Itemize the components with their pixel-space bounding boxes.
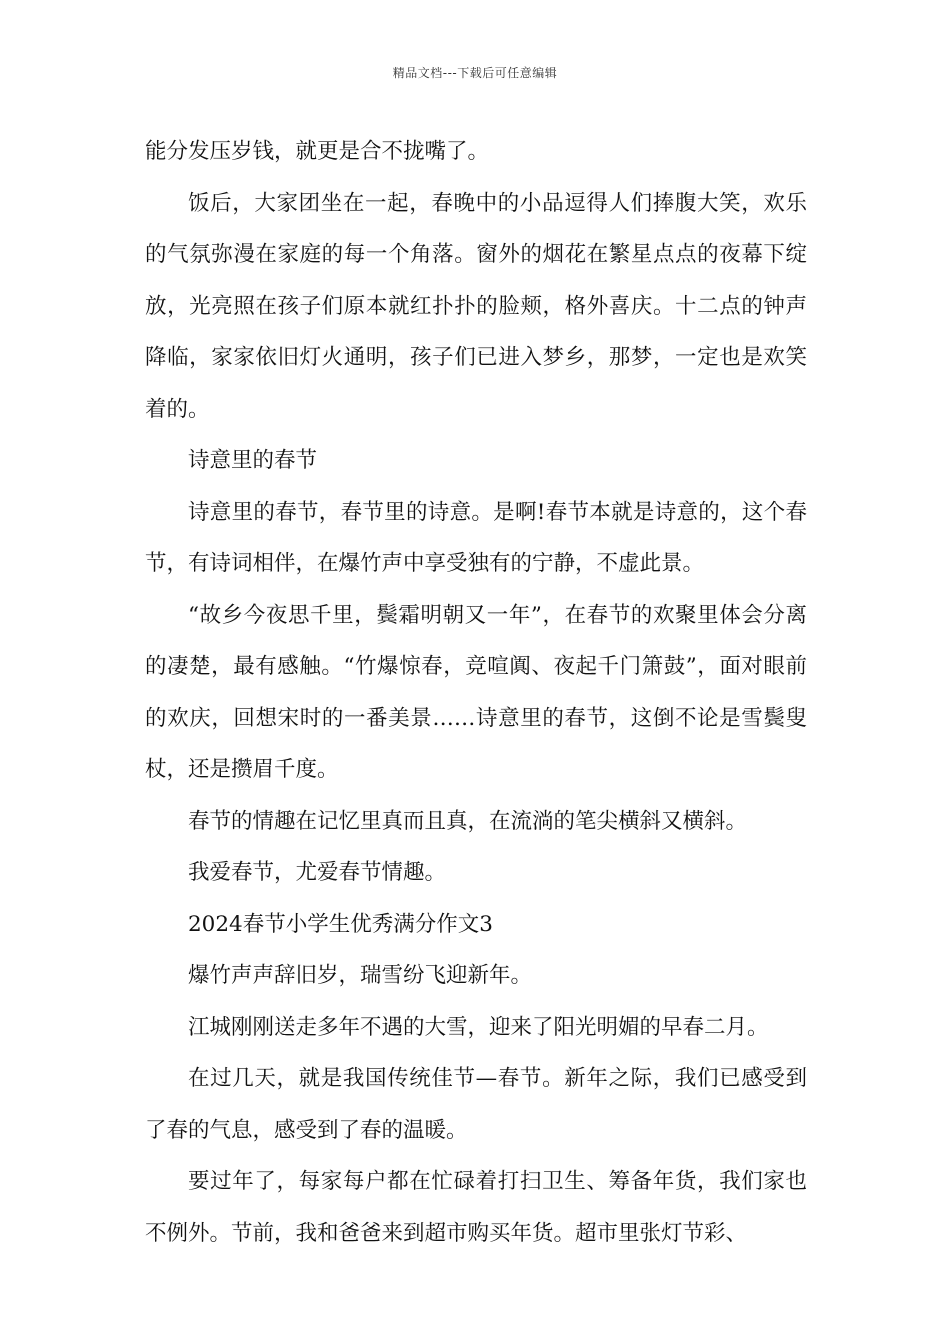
paragraph-12: 要过年了，每家每户都在忙碌着打扫卫生、筹备年货，我们家也不例外。节前，我和爸爸来到超市购买年货。超市里张灯节彩、 [145, 1169, 807, 1246]
paragraph-1: 能分发压岁钱，就更是合不拢嘴了。 [145, 139, 490, 164]
page-header: 精品文档---下载后可任意编辑 [392, 66, 558, 80]
paragraph-2: 饭后，大家团坐在一起，春晚中的小品逗得人们捧腹大笑，欢乐的气氛弥漫在家庭的每一个角落。窗外的烟花在繁星点点的夜幕下绽放，光亮照在孩子们原本就红扑扑的脸颊，格外喜庆。十二点的钟声降临，家家依旧灯火通明，孩子们已进入梦乡，那梦，一定也是欢笑着的。 [145, 190, 807, 422]
paragraph-6: 春节的情趣在记忆里真而且真，在流淌的笔尖横斜又横斜。 [188, 808, 748, 834]
paragraph-9: 爆竹声声辞旧岁，瑞雪纷飞迎新年。 [188, 963, 533, 988]
paragraph-4: 诗意里的春节，春节里的诗意。是啊!春节本就是诗意的，这个春节，有诗词相伴，在爆竹声中享受独有的宁静，不虚此景。 [145, 499, 807, 576]
paragraph-10: 江城刚刚送走多年不遇的大雪，迎来了阳光明媚的早春二月。 [188, 1014, 769, 1040]
paragraph-7: 我爱春节，尤爱春节情趣。 [188, 860, 447, 885]
document-body [145, 126, 807, 1259]
essay-title-3: 2024春节小学生优秀满分作文3 [188, 911, 493, 937]
section-title-poetic-spring-festival: 诗意里的春节 [188, 448, 318, 473]
paragraph-5: “故乡今夜思千里，鬓霜明朝又一年”，在春节的欢聚里体会分离的凄楚，最有感触。“竹爆惊春，竞喧阗、夜起千门箫鼓”，面对眼前的欢庆，回想宋时的一番美景……诗意里的春节，这倒不论是雪鬓叟杖，还是攒眉千度。 [145, 602, 807, 782]
paragraph-11: 在过几天，就是我国传统佳节—春节。新年之际，我们已感受到了春的气息，感受到了春的温暖。 [145, 1066, 807, 1143]
